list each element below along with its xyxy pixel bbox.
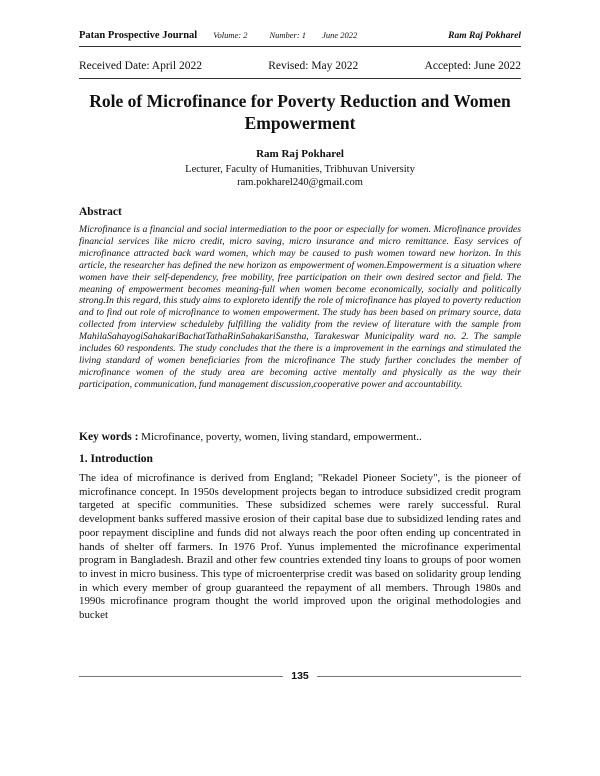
keywords-label: Key words : xyxy=(79,431,139,443)
issue-date: June 2022 xyxy=(322,30,358,40)
date-rule xyxy=(79,78,521,79)
abstract-heading: Abstract xyxy=(79,206,122,218)
received-date: Received Date: April 2022 xyxy=(79,60,202,72)
number-label: Number: 1 xyxy=(269,30,307,40)
revised-date: Revised: May 2022 xyxy=(268,60,359,72)
keywords xyxy=(79,431,521,443)
journal-name: Patan Prospective Journal xyxy=(79,30,198,41)
author-block xyxy=(79,148,521,189)
author-affiliation: Lecturer, Faculty of Humanities, Tribhuvan University xyxy=(185,164,415,175)
author-name: Ram Raj Pokharel xyxy=(256,148,344,160)
paper-title: Role of Microfinance for Poverty Reduction and Women Empowerment xyxy=(89,91,511,133)
abstract-text: Microfinance is a financial and social intermediation to the poor or especially for women. Microfinance provides financial services like micro credit, micro saving, micro insurance and micro remittance. Easy services of microfinance attracted back ward women, which may be caused to push women toward new horizon. In this article, the researcher has defined the new horizon as empowerment of women.Empowerment is a situation where women have their self-dependency, free mobility, free participation on their own desired sector and field. The meaning of empowerment becomes meaning-full when women become economically, socially and politically strong.In this regard, this study aims to exploreto identify the role of microfinance has played to poverty reduction and to find out role of microfinance to women empowerment. The study has been based on primary source, data collected from interview scheduleby fulfilling the validity from the review of literature with the sample from MahilaSahayogiSahakariBachatTathaRinSahakariSanstha, Tarakeswar Municipality ward no. 2. The sample includes 60 respondents. The study concludes that the there is a improvement in the earnings and stimulated the living standard of women beneficiaries from the microfinance The study further concludes the member of microfinance women of the study area are becoming active mentally and physically as the way their participation, communication, fund management discussion,cooperative power and accountability. xyxy=(79,224,521,390)
date-line xyxy=(79,60,521,72)
accepted-date: Accepted: June 2022 xyxy=(424,60,521,72)
introduction-text: The idea of microfinance is derived from England; "Rekadel Pioneer Society", is the pioneer of microfinance concept. In 1950s development projects began to introduce subsidized credit program targeted at specific communities. These subsidized schemes were rarely successful. Rural development banks suffered massive erosion of their capital base due to subsidized lending rates and poor repayment discipline and funds did not always reach the poor often ending up concentrated in hands of shelter off farmers. In 1976 Prof. Yunus implemented the microfinance experimental program in Bangladesh. Brazil and other few countries extended tiny loans to groups of poor women to invest in micro business. This type of microenterprise credit was based on solidarity group lending in which every member of group guaranteed the repayment of all members. Through 1980s and 1990s microfinance program thought the world improved upon the original methodologies and bucket xyxy=(79,472,521,622)
page-footer xyxy=(79,670,521,682)
footer-rule-right xyxy=(317,676,521,677)
header-rule xyxy=(79,46,521,47)
footer-rule-left xyxy=(79,676,283,677)
volume-label: Volume: 2 xyxy=(213,30,248,40)
author-email: ram.pokharel240@gmail.com xyxy=(237,177,363,188)
running-header xyxy=(79,30,521,41)
keywords-text: Microfinance, poverty, women, living standard, empowerment.. xyxy=(141,431,422,443)
header-author: Ram Raj Pokharel xyxy=(448,31,521,41)
page-number: 135 xyxy=(291,670,309,682)
introduction-heading: 1. Introduction xyxy=(79,453,153,465)
